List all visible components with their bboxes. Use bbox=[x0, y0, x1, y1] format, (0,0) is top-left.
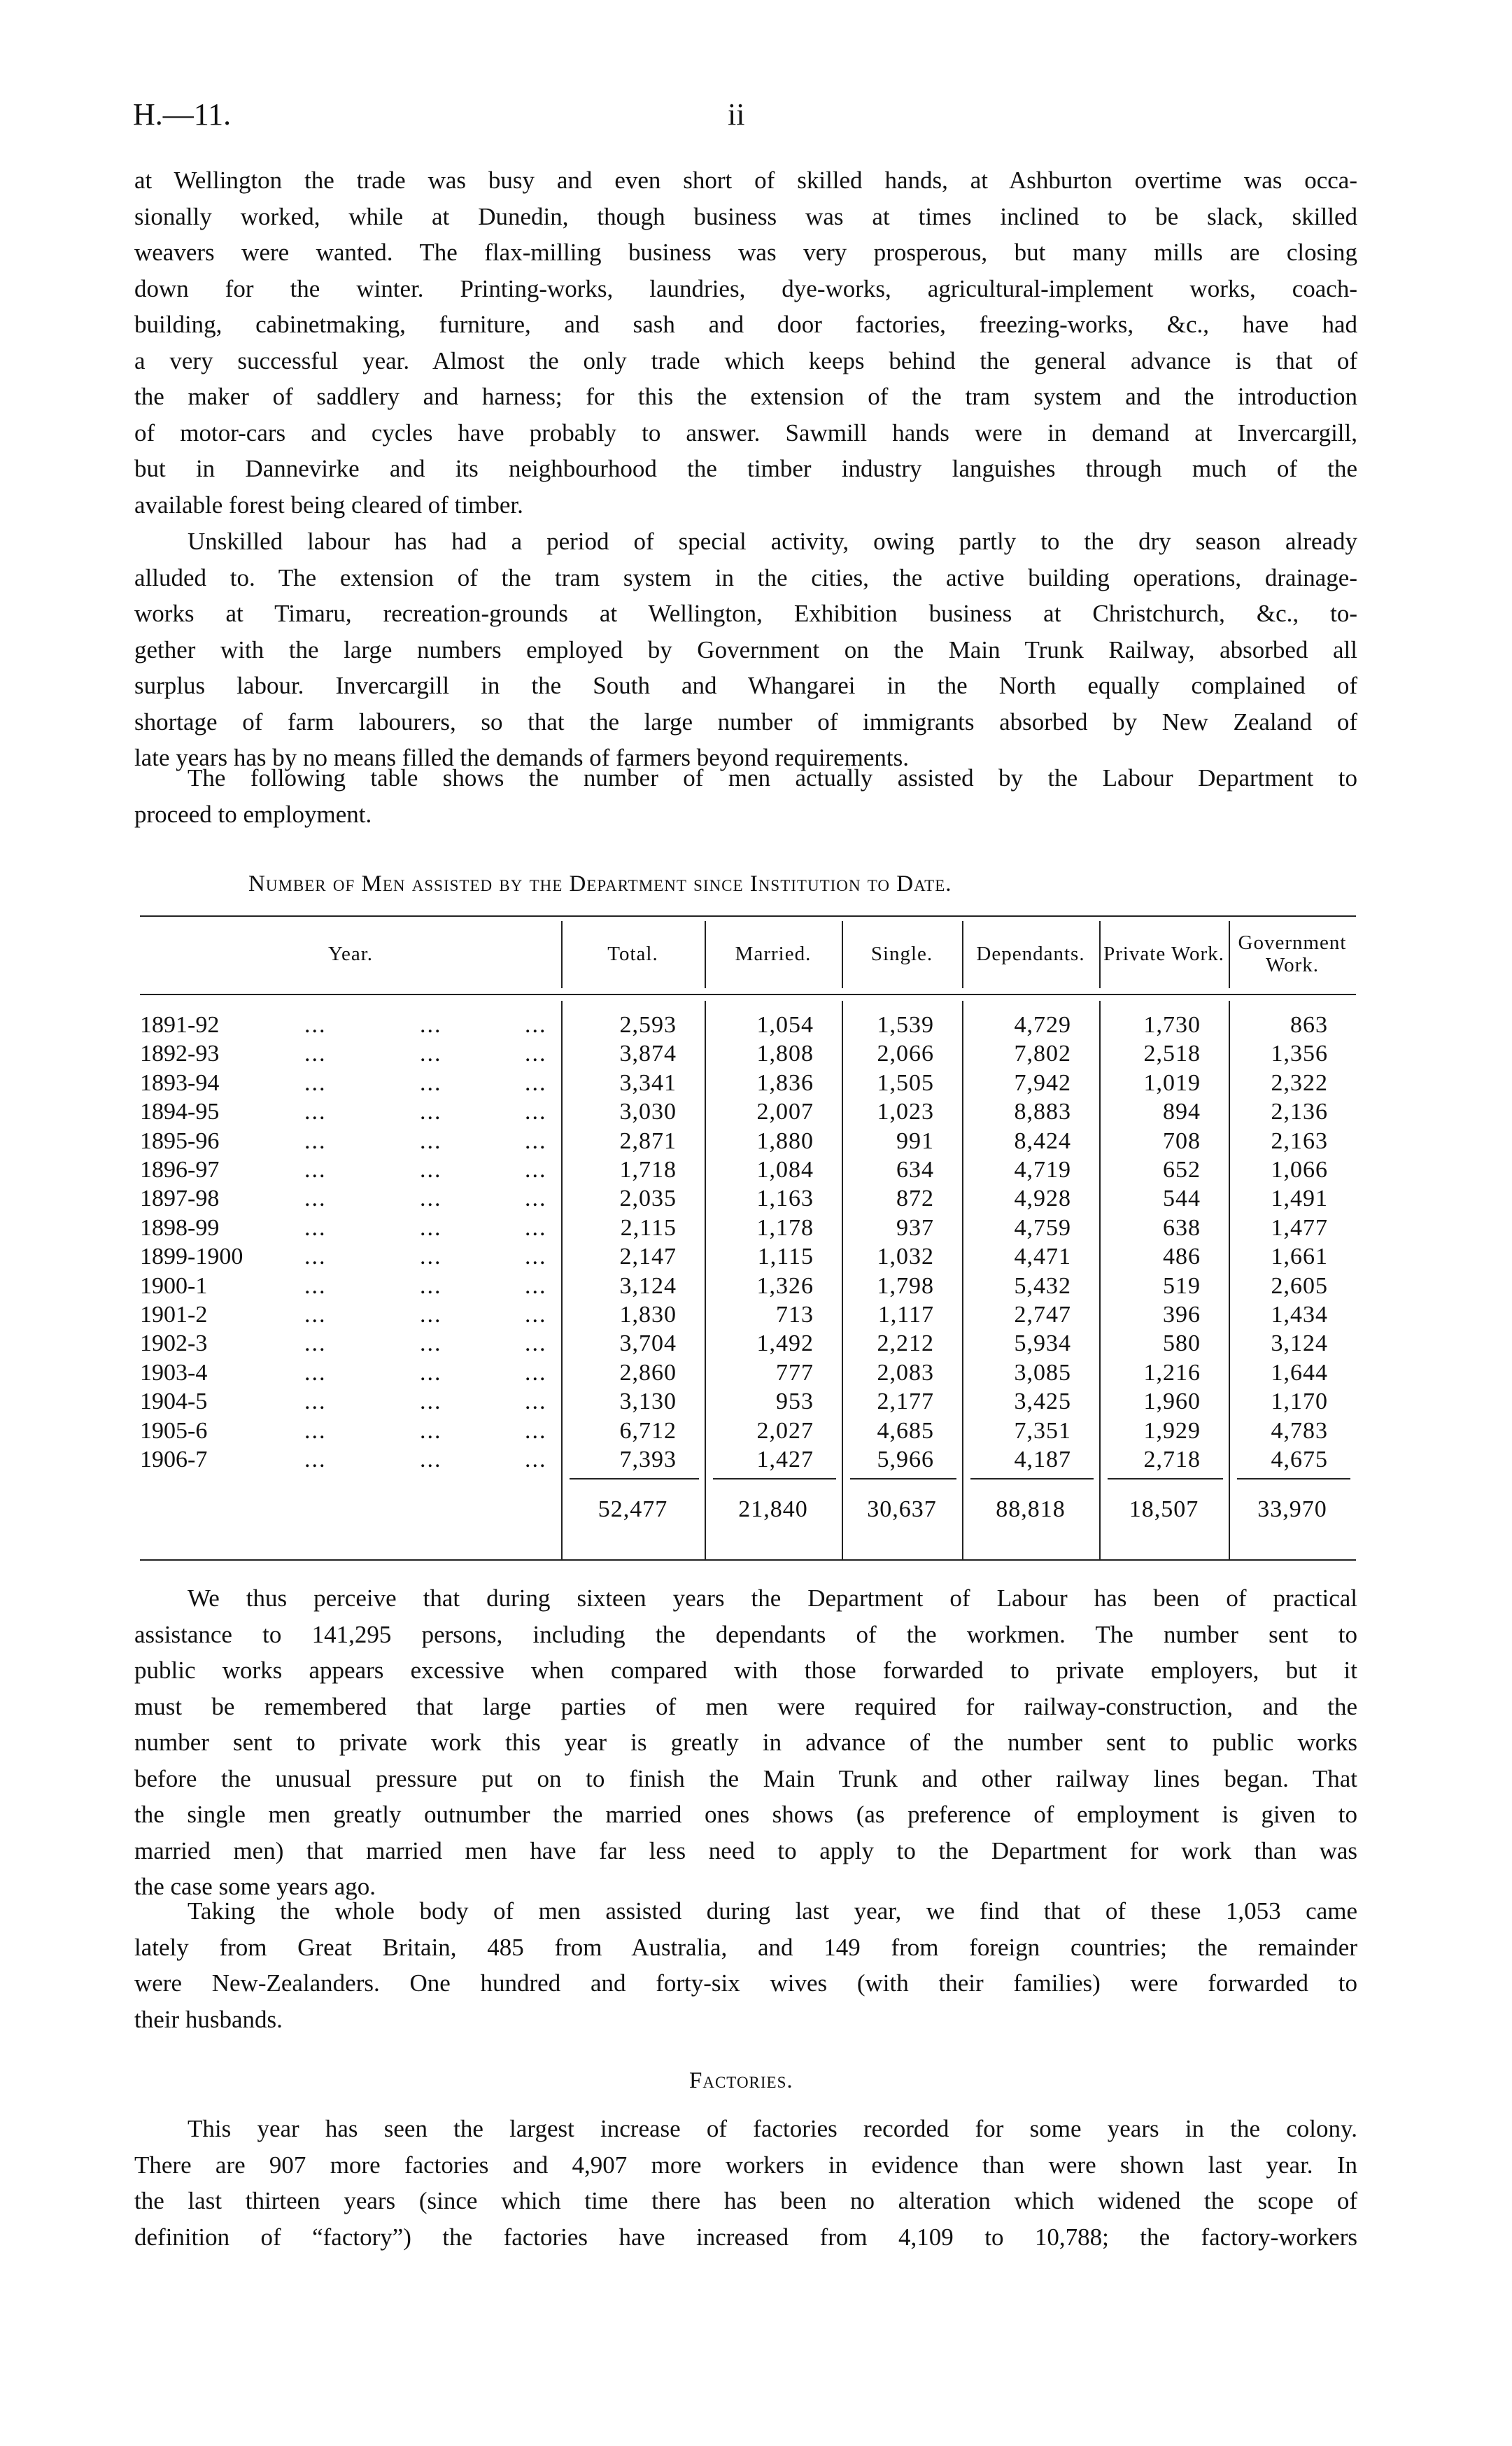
text-line: but in Dannevirke and its neighbourhood the timber industry languishes through much of the bbox=[134, 455, 1357, 482]
year-cell: 1906-7 bbox=[140, 1447, 208, 1472]
year-cell: 1896-97 bbox=[140, 1157, 220, 1183]
year-cell: 1902-3 bbox=[140, 1330, 208, 1357]
leader-dots: ... bbox=[420, 1244, 442, 1270]
column-header: Year. bbox=[327, 943, 374, 965]
table-cell: 1,539 bbox=[877, 1012, 934, 1038]
leader-dots: ... bbox=[420, 1302, 442, 1328]
leader-dots: ... bbox=[420, 1186, 442, 1212]
table-cell: 1,178 bbox=[756, 1214, 814, 1241]
table-cell: 1,960 bbox=[1143, 1389, 1201, 1415]
year-cell: 1894-95 bbox=[140, 1099, 220, 1125]
paragraph-unskilled-labour bbox=[134, 523, 1357, 776]
table-cell: 7,802 bbox=[1014, 1041, 1071, 1067]
table-cell: 1,798 bbox=[877, 1272, 934, 1299]
table-cell: 2,593 bbox=[619, 1012, 677, 1038]
text-line: gether with the large numbers employed by Government on the Main Trunk Railway, absorbed all bbox=[134, 635, 1357, 663]
table-cell: 1,880 bbox=[756, 1127, 814, 1154]
total-cell: 52,477 bbox=[598, 1496, 668, 1522]
table-cell: 6,712 bbox=[619, 1417, 677, 1444]
table-cell: 1,492 bbox=[756, 1330, 814, 1357]
table-cell: 1,032 bbox=[877, 1244, 934, 1270]
table-cell: 4,719 bbox=[1014, 1157, 1071, 1183]
text-line: of motor-cars and cycles have probably to answer. Sawmill hands were in demand at Invercargill, bbox=[134, 419, 1357, 447]
leader-dots: ... bbox=[525, 1069, 547, 1096]
men-assisted-table bbox=[140, 915, 1356, 1559]
leader-dots: ... bbox=[420, 1272, 442, 1299]
table-bottom-rule bbox=[140, 1559, 1356, 1561]
leader-dots: ... bbox=[525, 1359, 547, 1386]
table-cell: 1,730 bbox=[1143, 1012, 1201, 1038]
table-cell: 4,729 bbox=[1014, 1012, 1071, 1038]
year-cell: 1892-93 bbox=[140, 1041, 220, 1067]
table-cell: 3,704 bbox=[619, 1330, 677, 1357]
text-line: building, cabinetmaking, furniture, and sash and door factories, freezing-works, &c., have had bbox=[134, 311, 1357, 338]
table-cell: 1,929 bbox=[1143, 1417, 1201, 1444]
text-line: a very successful year. Almost the only trade which keeps behind the general advance is that of bbox=[134, 346, 1357, 374]
text-line: This year has seen the largest increase of factories recorded for some years in the colony. bbox=[188, 2115, 1357, 2142]
table-cell: 2,136 bbox=[1271, 1099, 1328, 1125]
leader-dots: ... bbox=[525, 1272, 547, 1299]
total-cell: 30,637 bbox=[867, 1496, 937, 1522]
total-cell: 21,840 bbox=[738, 1496, 808, 1522]
text-line: surplus labour. Invercargill in the South and Whangarei in the North equally complained of bbox=[134, 672, 1357, 699]
leader-dots: ... bbox=[525, 1186, 547, 1212]
table-cell: 1,084 bbox=[756, 1157, 814, 1183]
table-cell: 638 bbox=[1163, 1214, 1201, 1241]
table-cell: 991 bbox=[896, 1127, 934, 1154]
table-cell: 1,830 bbox=[619, 1302, 677, 1328]
text-line: assistance to 141,295 persons, including the dependants of the workmen. The number sent to bbox=[134, 1620, 1357, 1648]
table-cell: 2,066 bbox=[877, 1041, 934, 1067]
text-line: the case some years ago. bbox=[134, 1873, 376, 1900]
table-cell: 1,434 bbox=[1271, 1302, 1328, 1328]
table-cell: 2,322 bbox=[1271, 1069, 1328, 1096]
table-cell: 580 bbox=[1163, 1330, 1201, 1357]
column-header: Government Work. bbox=[1238, 932, 1347, 976]
year-cell: 1900-1 bbox=[140, 1272, 208, 1299]
table-cell: 3,130 bbox=[619, 1389, 677, 1415]
table-cell: 3,341 bbox=[619, 1069, 677, 1096]
paragraph-factories bbox=[134, 2111, 1357, 2255]
text-line: sionally worked, while at Dunedin, though business was at times inclined to be slack, skilled bbox=[134, 202, 1357, 230]
table-cell: 1,170 bbox=[1271, 1389, 1328, 1415]
factories-heading: Factories. bbox=[689, 2068, 793, 2093]
leader-dots: ... bbox=[525, 1330, 547, 1357]
text-line: works at Timaru, recreation-grounds at Wellington, Exhibition business at Christchurch, &c., to- bbox=[134, 600, 1357, 627]
table-cell: 2,747 bbox=[1014, 1302, 1071, 1328]
table-cell: 713 bbox=[776, 1302, 814, 1328]
table-cell: 544 bbox=[1163, 1186, 1201, 1212]
leader-dots: ... bbox=[420, 1127, 442, 1154]
year-cell: 1903-4 bbox=[140, 1359, 208, 1386]
table-cell: 2,718 bbox=[1143, 1447, 1201, 1472]
table-cell: 2,035 bbox=[619, 1186, 677, 1212]
table-cell: 953 bbox=[776, 1389, 814, 1415]
table-cell: 2,083 bbox=[877, 1359, 934, 1386]
leader-dots: ... bbox=[420, 1330, 442, 1357]
table-cell: 3,874 bbox=[619, 1041, 677, 1067]
text-line: weavers were wanted. The flax-milling business was very prosperous, but many mills are closing bbox=[134, 239, 1357, 266]
leader-dots: ... bbox=[420, 1214, 442, 1241]
leader-dots: ... bbox=[525, 1244, 547, 1270]
leader-dots: ... bbox=[525, 1012, 547, 1038]
text-line: their husbands. bbox=[134, 2005, 283, 2033]
text-line: at Wellington the trade was busy and even short of skilled hands, at Ashburton overtime was occa- bbox=[134, 167, 1357, 194]
table-cell: 5,966 bbox=[877, 1447, 934, 1472]
table-cell: 1,054 bbox=[756, 1012, 814, 1038]
text-line: married men) that married men have far less need to apply to the Department for work than was bbox=[134, 1836, 1357, 1864]
table-cell: 1,644 bbox=[1271, 1359, 1328, 1386]
leader-dots: ... bbox=[420, 1012, 442, 1038]
year-cell: 1895-96 bbox=[140, 1127, 220, 1154]
table-top-rule bbox=[140, 915, 1356, 917]
leader-dots: ... bbox=[420, 1069, 442, 1096]
leader-dots: ... bbox=[420, 1447, 442, 1472]
table-cell: 872 bbox=[896, 1186, 934, 1212]
total-rule bbox=[850, 1478, 956, 1479]
text-line: the last thirteen years (since which time there has been no alteration which widened the scope of bbox=[134, 2187, 1357, 2214]
table-cell: 937 bbox=[896, 1214, 934, 1241]
leader-dots: ... bbox=[420, 1157, 442, 1183]
table-cell: 4,759 bbox=[1014, 1214, 1071, 1241]
text-line: the maker of saddlery and harness; for this the extension of the tram system and the introduction bbox=[134, 383, 1357, 410]
table-cell: 2,177 bbox=[877, 1389, 934, 1415]
table-cell: 4,685 bbox=[877, 1417, 934, 1444]
total-rule bbox=[1237, 1478, 1350, 1479]
table-cell: 708 bbox=[1163, 1127, 1201, 1154]
leader-dots: ... bbox=[420, 1041, 442, 1067]
leader-dots: ... bbox=[525, 1127, 547, 1154]
table-cell: 894 bbox=[1163, 1099, 1201, 1125]
table-cell: 2,605 bbox=[1271, 1272, 1328, 1299]
column-header: Dependants. bbox=[976, 943, 1085, 965]
leader-dots: ... bbox=[304, 1302, 327, 1328]
leader-dots: ... bbox=[525, 1447, 547, 1472]
leader-dots: ... bbox=[304, 1012, 327, 1038]
leader-dots: ... bbox=[304, 1389, 327, 1415]
table-cell: 4,675 bbox=[1271, 1447, 1328, 1472]
leader-dots: ... bbox=[525, 1389, 547, 1415]
leader-dots: ... bbox=[304, 1069, 327, 1096]
leader-dots: ... bbox=[420, 1359, 442, 1386]
table-cell: 1,066 bbox=[1271, 1157, 1328, 1183]
table-cell: 2,147 bbox=[619, 1244, 677, 1270]
leader-dots: ... bbox=[525, 1157, 547, 1183]
table-cell: 863 bbox=[1290, 1012, 1328, 1038]
table-cell: 4,928 bbox=[1014, 1186, 1071, 1212]
leader-dots: ... bbox=[420, 1099, 442, 1125]
table-cell: 634 bbox=[896, 1157, 934, 1183]
leader-dots: ... bbox=[304, 1214, 327, 1241]
table-cell: 2,518 bbox=[1143, 1041, 1201, 1067]
table-cell: 4,471 bbox=[1014, 1244, 1071, 1270]
text-line: the single men greatly outnumber the married ones shows (as preference of employment is given to bbox=[134, 1801, 1357, 1828]
table-cell: 2,163 bbox=[1271, 1127, 1328, 1154]
leader-dots: ... bbox=[304, 1186, 327, 1212]
total-cell: 33,970 bbox=[1257, 1496, 1327, 1522]
leader-dots: ... bbox=[525, 1214, 547, 1241]
leader-dots: ... bbox=[304, 1359, 327, 1386]
text-line: must be remembered that large parties of men were required for railway-construction, and the bbox=[134, 1692, 1357, 1720]
text-line: The following table shows the number of men actually assisted by the Labour Department to bbox=[188, 764, 1357, 792]
table-cell: 1,427 bbox=[756, 1447, 814, 1472]
text-line: proceed to employment. bbox=[134, 800, 372, 828]
leader-dots: ... bbox=[304, 1244, 327, 1270]
table-cell: 1,718 bbox=[619, 1157, 677, 1183]
year-cell: 1893-94 bbox=[140, 1069, 220, 1096]
table-cell: 4,783 bbox=[1271, 1417, 1328, 1444]
year-cell: 1897-98 bbox=[140, 1186, 220, 1212]
table-cell: 1,836 bbox=[756, 1069, 814, 1096]
text-line: There are 907 more factories and 4,907 more workers in evidence than were shown last year. In bbox=[134, 2151, 1357, 2179]
table-cell: 3,085 bbox=[1014, 1359, 1071, 1386]
table-cell: 2,027 bbox=[756, 1417, 814, 1444]
leader-dots: ... bbox=[525, 1099, 547, 1125]
text-line: shortage of farm labourers, so that the large number of immigrants absorbed by New Zealand of bbox=[134, 708, 1357, 736]
table-cell: 519 bbox=[1163, 1272, 1201, 1299]
year-cell: 1898-99 bbox=[140, 1214, 220, 1241]
text-line: lately from Great Britain, 485 from Australia, and 149 from foreign countries; the remainder bbox=[134, 1933, 1357, 1961]
paragraph-summary bbox=[134, 1580, 1357, 1905]
table-cell: 2,871 bbox=[619, 1127, 677, 1154]
table-cell: 2,212 bbox=[877, 1330, 934, 1357]
table-cell: 1,117 bbox=[877, 1302, 934, 1328]
leader-dots: ... bbox=[304, 1272, 327, 1299]
year-cell: 1905-6 bbox=[140, 1417, 208, 1444]
leader-dots: ... bbox=[420, 1417, 442, 1444]
leader-dots: ... bbox=[304, 1447, 327, 1472]
leader-dots: ... bbox=[304, 1127, 327, 1154]
table-cell: 1,505 bbox=[877, 1069, 934, 1096]
text-line: late years has by no means filled the demands of farmers beyond requirements. bbox=[134, 744, 909, 771]
table-cell: 2,860 bbox=[619, 1359, 677, 1386]
total-rule bbox=[1108, 1478, 1223, 1479]
table-cell: 4,187 bbox=[1014, 1447, 1071, 1472]
year-cell: 1904-5 bbox=[140, 1389, 208, 1415]
table-cell: 5,934 bbox=[1014, 1330, 1071, 1357]
document-reference: H.—11. bbox=[133, 97, 232, 132]
table-cell: 7,393 bbox=[619, 1447, 677, 1472]
table-cell: 7,351 bbox=[1014, 1417, 1071, 1444]
table-title: Number of Men assisted by the Department since Institution to Date. bbox=[248, 871, 952, 897]
year-cell: 1901-2 bbox=[140, 1302, 208, 1328]
text-line: before the unusual pressure put on to finish the Main Trunk and other railway lines began. That bbox=[134, 1764, 1357, 1792]
text-line: down for the winter. Printing-works, laundries, dye-works, agricultural-implement works, coach- bbox=[134, 274, 1357, 302]
leader-dots: ... bbox=[525, 1041, 547, 1067]
column-header: Single. bbox=[870, 943, 933, 965]
text-line: definition of “factory”) the factories have increased from 4,109 to 10,788; the factory-workers bbox=[134, 2223, 1357, 2251]
text-line: We thus perceive that during sixteen years the Department of Labour has been of practical bbox=[188, 1584, 1357, 1612]
table-cell: 5,432 bbox=[1014, 1272, 1071, 1299]
table-cell: 1,491 bbox=[1271, 1186, 1328, 1212]
text-line: were New-Zealanders. One hundred and forty-six wives (with their families) were forwarded to bbox=[134, 1969, 1357, 1997]
total-cell: 18,507 bbox=[1129, 1496, 1199, 1522]
column-header: Private Work. bbox=[1103, 943, 1224, 965]
leader-dots: ... bbox=[525, 1417, 547, 1444]
text-line: number sent to private work this year is greatly in advance of the number sent to public works bbox=[134, 1729, 1357, 1756]
year-cell: 1891-92 bbox=[140, 1012, 220, 1038]
leader-dots: ... bbox=[304, 1041, 327, 1067]
total-rule bbox=[713, 1478, 836, 1479]
paragraph-origins bbox=[134, 1893, 1357, 2037]
table-cell: 1,477 bbox=[1271, 1214, 1328, 1241]
leader-dots: ... bbox=[304, 1157, 327, 1183]
table-header-rule bbox=[140, 994, 1356, 995]
table-cell: 2,115 bbox=[620, 1214, 677, 1241]
table-cell: 1,163 bbox=[756, 1186, 814, 1212]
table-cell: 1,216 bbox=[1143, 1359, 1201, 1386]
leader-dots: ... bbox=[304, 1417, 327, 1444]
leader-dots: ... bbox=[525, 1302, 547, 1328]
table-cell: 8,883 bbox=[1014, 1099, 1071, 1125]
table-cell: 1,115 bbox=[757, 1244, 814, 1270]
table-cell: 3,124 bbox=[619, 1272, 677, 1299]
text-line: Unskilled labour has had a period of special activity, owing partly to the dry season already bbox=[188, 528, 1357, 555]
table-cell: 3,030 bbox=[619, 1099, 677, 1125]
table-cell: 777 bbox=[776, 1359, 814, 1386]
table-cell: 2,007 bbox=[756, 1099, 814, 1125]
paragraph-table-intro bbox=[134, 760, 1357, 832]
leader-dots: ... bbox=[420, 1389, 442, 1415]
table-cell: 1,326 bbox=[756, 1272, 814, 1299]
table-cell: 3,425 bbox=[1014, 1389, 1071, 1415]
table-cell: 3,124 bbox=[1271, 1330, 1328, 1357]
paragraph-trades bbox=[134, 162, 1357, 523]
table-cell: 1,356 bbox=[1271, 1041, 1328, 1067]
column-header: Married. bbox=[735, 943, 812, 965]
year-cell: 1899-1900 bbox=[140, 1244, 243, 1270]
text-line: available forest being cleared of timber. bbox=[134, 491, 523, 519]
table-cell: 486 bbox=[1163, 1244, 1201, 1270]
page-number: ii bbox=[728, 97, 745, 132]
leader-dots: ... bbox=[304, 1099, 327, 1125]
table-cell: 8,424 bbox=[1014, 1127, 1071, 1154]
text-line: public works appears excessive when compared with those forwarded to private employers, but it bbox=[134, 1657, 1357, 1684]
table-cell: 396 bbox=[1163, 1302, 1201, 1328]
total-rule bbox=[570, 1478, 699, 1479]
text-line: alluded to. The extension of the tram system in the cities, the active building operations, drainage- bbox=[134, 563, 1357, 591]
column-header: Total. bbox=[607, 943, 658, 965]
text-line: Taking the whole body of men assisted during last year, we find that of these 1,053 came bbox=[188, 1897, 1357, 1925]
table-cell: 7,942 bbox=[1014, 1069, 1071, 1096]
leader-dots: ... bbox=[304, 1330, 327, 1357]
total-rule bbox=[970, 1478, 1094, 1479]
table-cell: 1,808 bbox=[756, 1041, 814, 1067]
table-cell: 1,661 bbox=[1271, 1244, 1328, 1270]
table-cell: 652 bbox=[1163, 1157, 1201, 1183]
table-cell: 1,019 bbox=[1143, 1069, 1201, 1096]
table-cell: 1,023 bbox=[877, 1099, 934, 1125]
total-cell: 88,818 bbox=[996, 1496, 1066, 1522]
